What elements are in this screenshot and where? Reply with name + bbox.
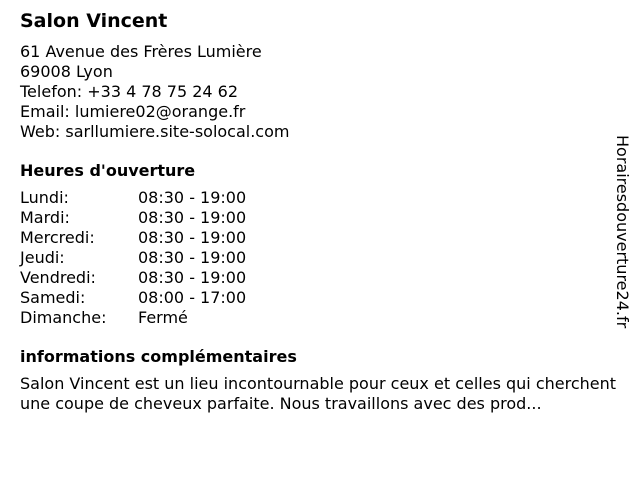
business-name: Salon Vincent [20, 10, 168, 32]
opening-hours-table [20, 188, 620, 328]
hours-row-friday [20, 268, 620, 288]
day-label: Samedi: [20, 288, 86, 307]
phone-number: Telefon: +33 4 78 75 24 62 [20, 82, 239, 101]
hours-row-wednesday [20, 228, 620, 248]
content-area [20, 8, 620, 414]
hours-row-saturday [20, 288, 620, 308]
time-range: 08:30 - 19:00 [138, 248, 247, 267]
time-range: 08:30 - 19:00 [138, 268, 247, 287]
additional-info-heading: informations complémentaires [20, 347, 297, 366]
day-label: Mercredi: [20, 228, 95, 247]
hours-row-thursday [20, 248, 620, 268]
day-label: Vendredi: [20, 268, 96, 287]
business-description: Salon Vincent est un lieu incontournable pour ceux et celles qui cherchent une coupe de cheveux parfaite. Nous travaillons avec des prod... [20, 374, 617, 413]
time-range: 08:30 - 19:00 [138, 188, 247, 207]
website-address: Web: sarllumiere.site-solocal.com [20, 122, 290, 141]
time-range: Fermé [138, 308, 188, 327]
day-label: Dimanche: [20, 308, 107, 327]
street-address: 61 Avenue des Frères Lumière [20, 42, 262, 61]
day-label: Mardi: [20, 208, 70, 227]
hours-row-tuesday [20, 208, 620, 228]
site-brand-vertical: Horairesdouverture24.fr [613, 135, 632, 329]
time-range: 08:30 - 19:00 [138, 228, 247, 247]
hours-row-monday [20, 188, 620, 208]
time-range: 08:00 - 17:00 [138, 288, 247, 307]
opening-hours-heading: Heures d'ouverture [20, 161, 196, 180]
email-address: Email: lumiere02@orange.fr [20, 102, 246, 121]
postal-city: 69008 Lyon [20, 62, 113, 81]
hours-row-sunday [20, 308, 620, 328]
address-block [20, 42, 620, 142]
day-label: Lundi: [20, 188, 69, 207]
day-label: Jeudi: [20, 248, 65, 267]
time-range: 08:30 - 19:00 [138, 208, 247, 227]
